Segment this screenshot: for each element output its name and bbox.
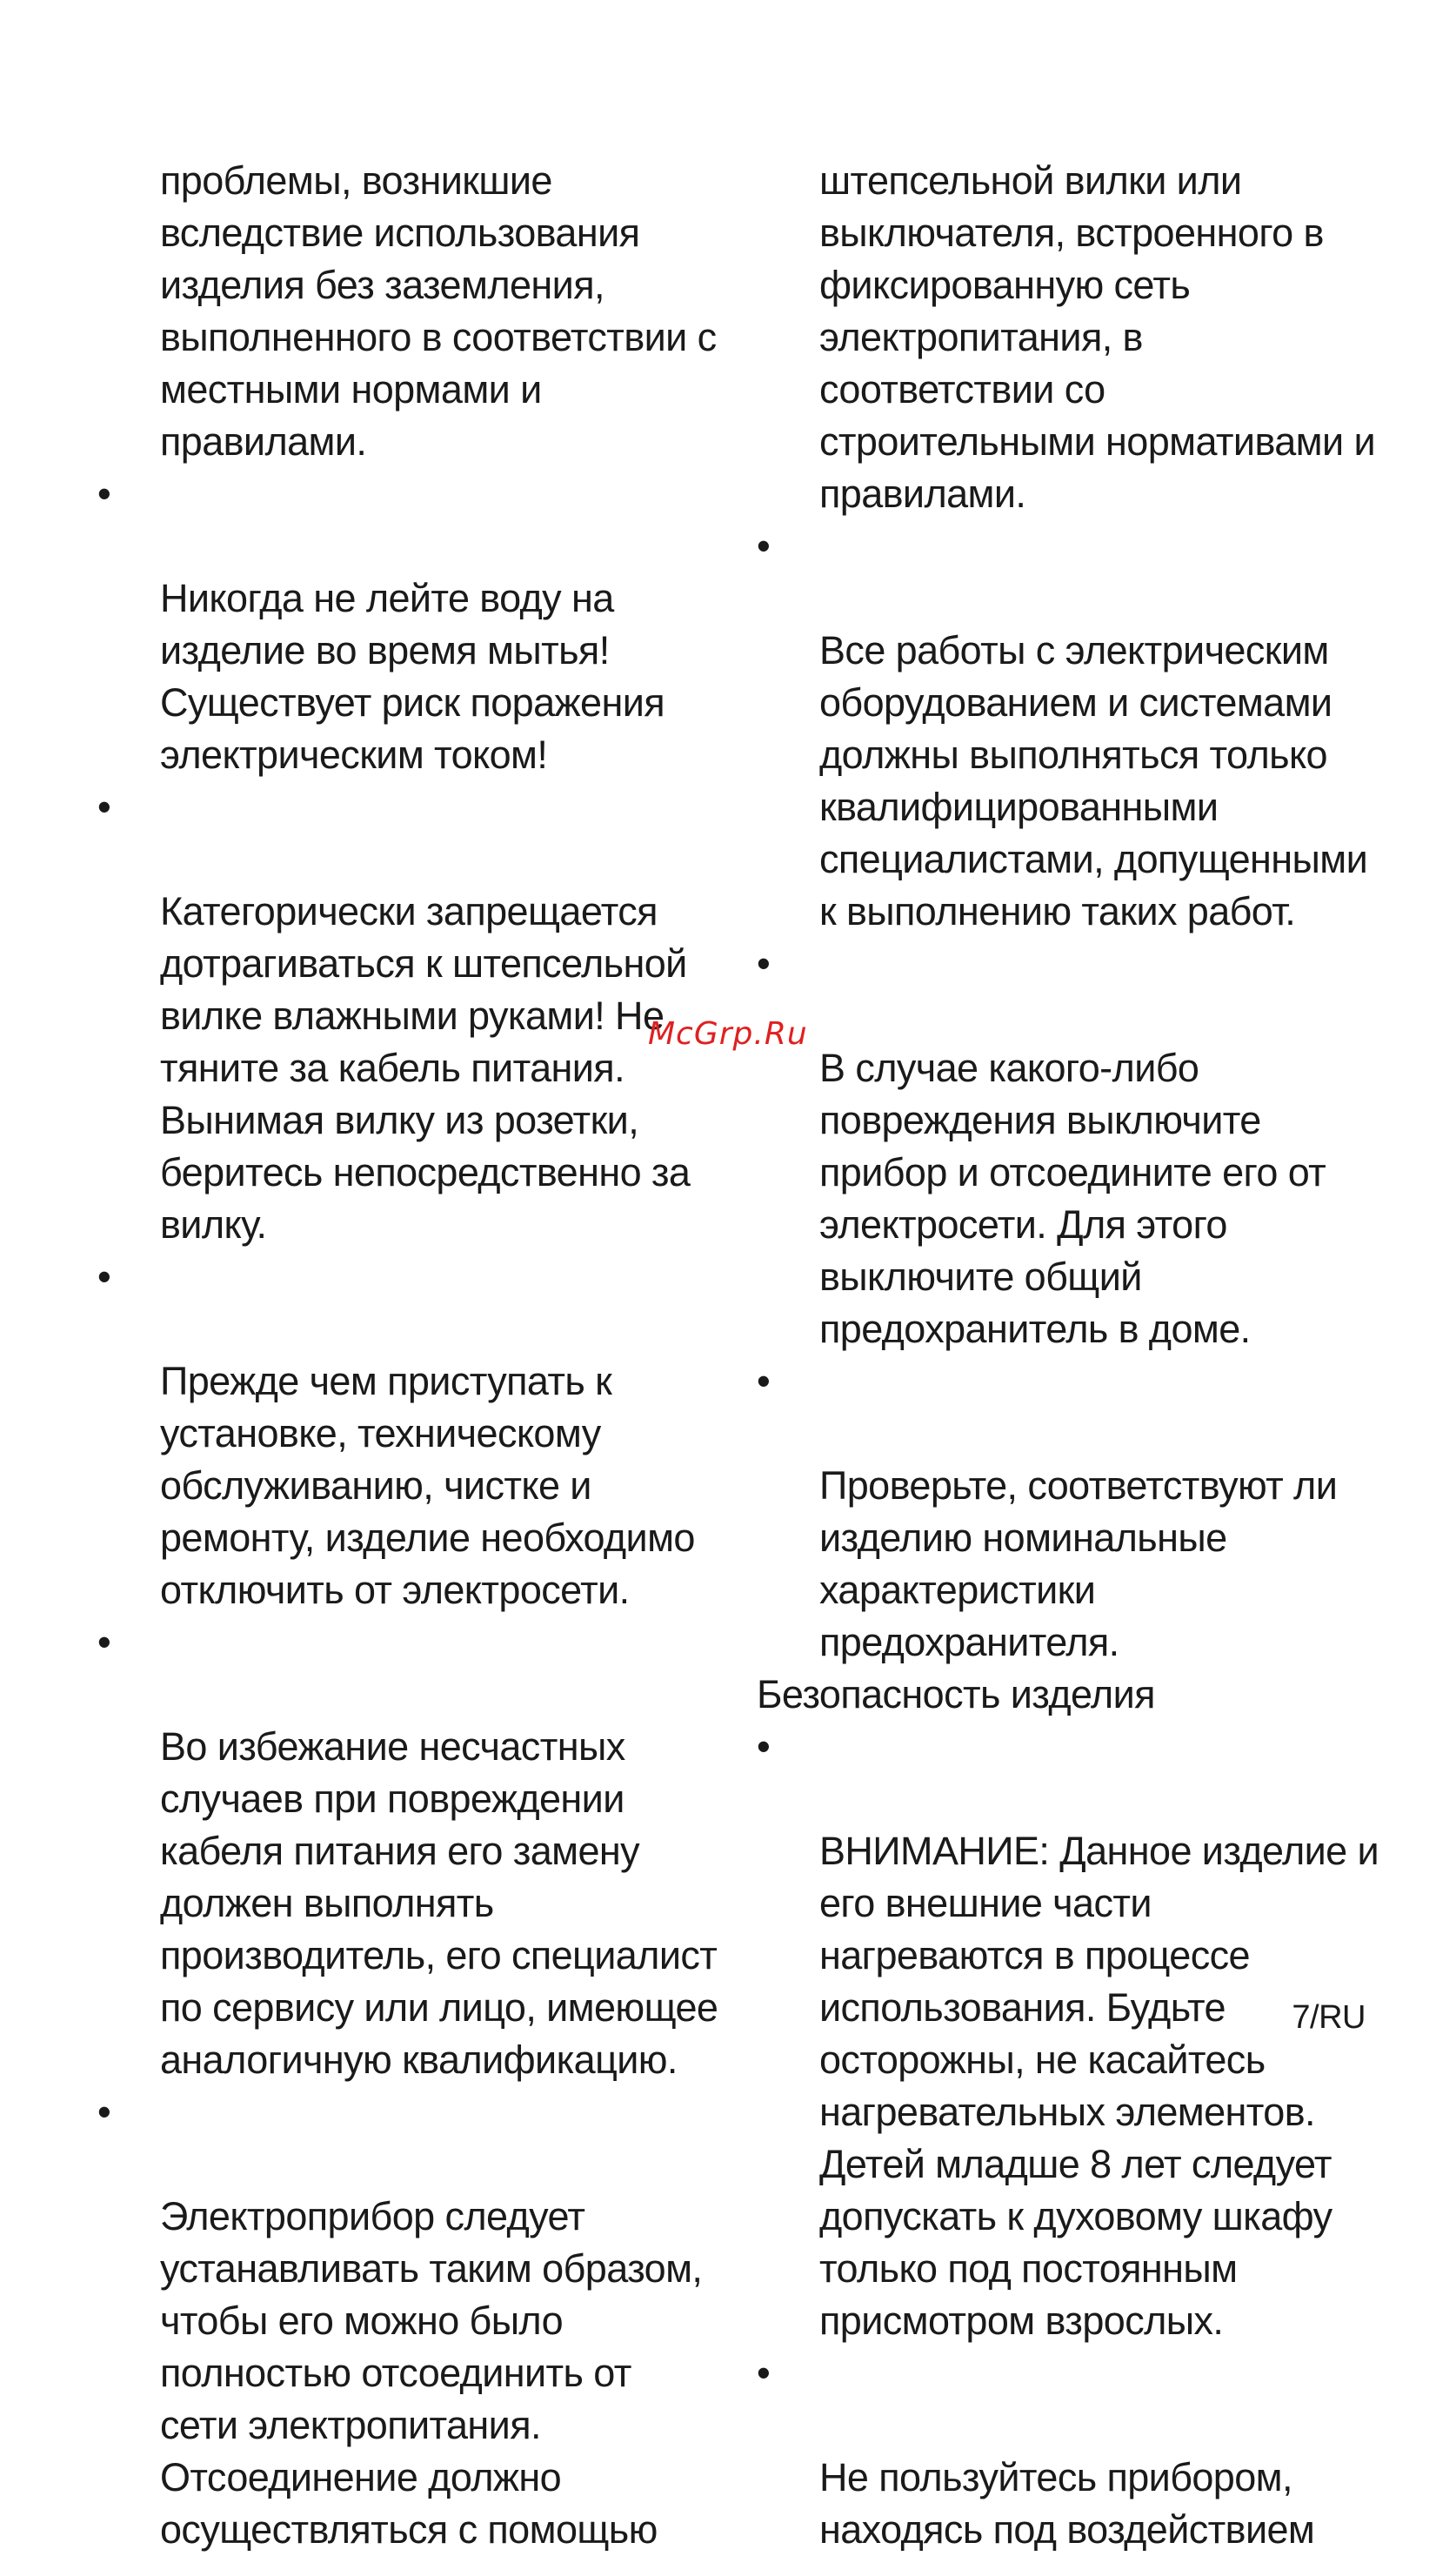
bullet-icon: • xyxy=(757,941,771,986)
bullet-icon: • xyxy=(757,524,771,568)
bullet-text: ВНИМАНИЕ: Данное изделие и его внешние части нагреваются в процессе использования. Будьте осторожны, не касайтесь нагревательных элементов. Детей младше 8 лет следует допускать к духовому шкафу только под постоянным присмотром взрослых. xyxy=(819,1829,1379,2343)
left-continuation-paragraph xyxy=(97,103,719,468)
bullet-text: Все работы с электрическим оборудованием и системами должны выполняться только квалифицированными специалистами, допущенными к выполнению таких работ. xyxy=(819,628,1368,933)
bullet-text: Прежде чем приступать к установке, техническому обслуживанию, чистке и ремонту, изделие необходимо отключить от электросети. xyxy=(160,1359,695,1612)
bullet-text: Никогда не лейте воду на изделие во время мытья! Существует риск поражения электрическим током! xyxy=(160,576,665,777)
paragraph-text: проблемы, возникшие вследствие использования изделия без заземления, выполненного в соответствии с местными нормами и правилами. xyxy=(160,158,717,464)
bullet-text: Электроприбор следует устанавливать таким образом, чтобы его можно было полностью отсоединить от сети электропитания. Отсоединение должно осуществляться с помощью xyxy=(160,2194,703,2552)
bullet-icon: • xyxy=(97,2090,111,2134)
bullet-text: В случае какого-либо повреждения выключите прибор и отсоедините его от электросети. Для этого выключите общий предохранитель в доме. xyxy=(819,1046,1326,1351)
bullet-item xyxy=(757,1721,1379,2347)
bullet-item xyxy=(97,1616,719,2086)
bullet-item xyxy=(757,1355,1379,1669)
page-number: 7/RU xyxy=(1292,1999,1366,2036)
bullet-icon: • xyxy=(757,2351,771,2395)
bullet-icon: • xyxy=(97,1255,111,1299)
right-continuation-paragraph xyxy=(757,103,1379,520)
right-column xyxy=(757,103,1379,2556)
bullet-item xyxy=(97,468,719,781)
bullet-text: Во избежание несчастных случаев при повреждении кабеля питания его замену должен выполнять производитель, его специалист по сервису или лицо, имеющее аналогичную квалификацию. xyxy=(160,1724,718,2082)
bullet-icon: • xyxy=(97,472,111,516)
bullet-text: Проверьте, соответствуют ли изделию номинальные характеристики предохранителя. xyxy=(819,1463,1338,1664)
watermark: McGrp.Ru xyxy=(648,1016,808,1052)
bullet-text: Не пользуйтесь прибором, находясь под воздействием xyxy=(819,2455,1315,2552)
bullet-item xyxy=(757,938,1379,1355)
bullet-item xyxy=(757,520,1379,938)
bullet-item xyxy=(97,1251,719,1616)
bullet-icon: • xyxy=(97,785,111,829)
bullet-icon: • xyxy=(757,1724,771,1769)
section-heading: Безопасность изделия xyxy=(757,1672,1155,1716)
bullet-text: Категорически запрещается дотрагиваться к штепсельной вилке влажными руками! Не тяните за кабель питания. Вынимая вилку из розетки, беритесь непосредственно за вилку. xyxy=(160,889,691,1247)
paragraph-text: штепсельной вилки или выключателя, встроенного в фиксированную сеть электропитания, в соответствии со строительными нормативами и правилами. xyxy=(819,158,1375,516)
left-column xyxy=(97,103,719,2556)
bullet-icon: • xyxy=(97,1620,111,1664)
bullet-icon: • xyxy=(757,1359,771,1403)
bullet-item xyxy=(97,781,719,1251)
bullet-item xyxy=(757,2347,1379,2556)
bullet-item xyxy=(97,2086,719,2556)
